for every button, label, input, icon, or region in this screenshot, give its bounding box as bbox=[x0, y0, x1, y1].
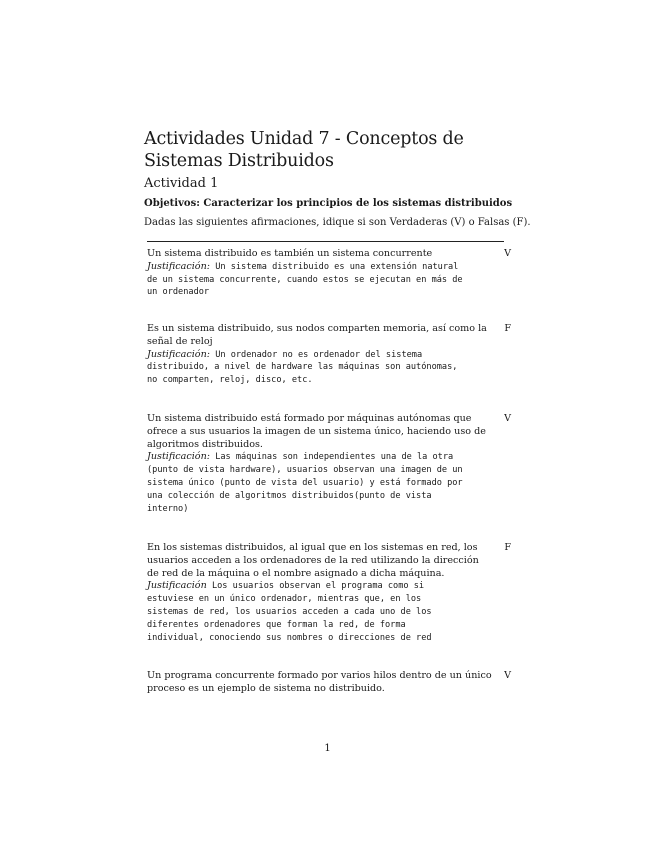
statement-text: Un programa concurrente formado por varios hilos dentro de un único proceso es un ejemplo de sistema no distribuido. bbox=[147, 670, 492, 694]
instructions-text: Dadas las siguientes afirmaciones, idique si son Verdaderas (V) o Falsas (F). bbox=[144, 217, 531, 228]
answer-value: V bbox=[504, 670, 511, 681]
justification-text: Un sistema distribuido es una extensión natural de un sistema concurrente, cuando estos se ejecutan en más de un ordenador bbox=[147, 261, 463, 298]
statement-text: Un sistema distribuido está formado por máquinas autónomas que ofrece a sus usuarios la imagen de un sistema único, haciendo uso de algoritmos distribuidos. bbox=[147, 413, 486, 450]
justification bbox=[147, 580, 507, 644]
objectives-text: Objetivos: Caracterizar los principios de los sistemas distribuidos bbox=[144, 198, 513, 209]
statement-item bbox=[147, 248, 517, 299]
justification bbox=[147, 349, 507, 387]
statement-text: En los sistemas distribuidos, al igual que en los sistemas en red, los usuarios acceden a los ordenadores de la red utilizando la dirección de red de la máquina o el nombre asignado a dicha máquina. bbox=[147, 542, 479, 579]
justification-label: Justificación bbox=[147, 580, 207, 592]
justification-text: Los usuarios observan el programa como si estuviese en un único ordenador, mientras que, en los sistemas de red, los usuarios acceden a cada uno de los diferentes ordenadores que forman la red, de forma individual, conociendo sus nombres o direcciones de red bbox=[147, 581, 432, 643]
answer-value: F bbox=[504, 542, 511, 553]
justification-label: Justificación: bbox=[147, 451, 210, 463]
statement-item bbox=[147, 670, 517, 696]
justification-label: Justificación: bbox=[147, 260, 210, 272]
table-top-rule bbox=[147, 241, 504, 242]
statement-item bbox=[147, 413, 517, 515]
justification-text: Las máquinas son independientes una de la otra (punto de vista hardware), usuarios observan una imagen de un sistema único (punto de vista del usuario) y está formado por una colección de algoritmos distribuidos(punto de vista interno) bbox=[147, 452, 463, 514]
statement-text: Es un sistema distribuido, sus nodos comparten memoria, así como la señal de reloj bbox=[147, 323, 487, 347]
justification bbox=[147, 451, 507, 515]
page-number: 1 bbox=[324, 743, 331, 754]
statement-item bbox=[147, 542, 517, 644]
answer-value: F bbox=[504, 323, 511, 334]
section-heading: Actividad 1 bbox=[144, 176, 219, 191]
justification-text: Un ordenador no es ordenador del sistema distribuido, a nivel de hardware las máquinas son autónomas, no comparten, reloj, disco, etc. bbox=[147, 349, 458, 386]
answer-value: V bbox=[504, 413, 511, 424]
statement-item bbox=[147, 323, 517, 387]
statement-text: Un sistema distribuido es también un sistema concurrente bbox=[147, 248, 433, 259]
answer-value: V bbox=[504, 248, 511, 259]
justification-label: Justificación: bbox=[147, 348, 210, 360]
document-title: Actividades Unidad 7 - Conceptos de Sistemas Distribuidos bbox=[144, 129, 464, 171]
justification bbox=[147, 261, 507, 299]
